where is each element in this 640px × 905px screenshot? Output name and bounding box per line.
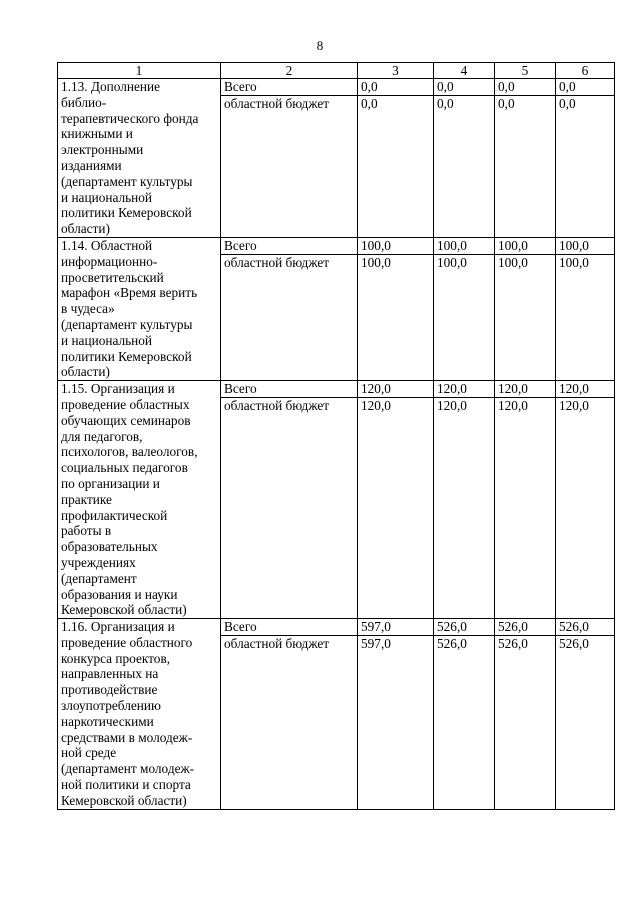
value-cell: 526,0 (495, 619, 556, 636)
column-header: 1 (58, 63, 221, 79)
value-cell: 526,0 (556, 619, 615, 636)
value-cell: 0,0 (495, 96, 556, 238)
table-row (58, 79, 615, 96)
value-cell: 597,0 (358, 636, 434, 810)
value-cell: 526,0 (434, 636, 495, 810)
funding-source: Всего (221, 79, 358, 96)
measure-description: 1.13. Дополнение библио- терапевтического фонда книжными и электронными изданиями (департамент культуры и национальной политики Кемеровской области) (58, 79, 221, 238)
funding-source: областной бюджет (221, 254, 358, 380)
budget-table (57, 62, 615, 810)
value-cell: 120,0 (358, 381, 434, 398)
value-cell: 0,0 (358, 96, 434, 238)
value-cell: 0,0 (556, 79, 615, 96)
measure-description: 1.14. Областной информационно- просветительский марафон «Время верить в чудеса» (департамент культуры и национальной политики Кемеровской области) (58, 237, 221, 380)
value-cell: 0,0 (434, 79, 495, 96)
funding-source: Всего (221, 619, 358, 636)
value-cell: 526,0 (434, 619, 495, 636)
table-row (58, 381, 615, 398)
value-cell: 100,0 (358, 254, 434, 380)
value-cell: 120,0 (358, 398, 434, 619)
value-cell: 0,0 (556, 96, 615, 238)
funding-source: Всего (221, 381, 358, 398)
value-cell: 0,0 (358, 79, 434, 96)
value-cell: 526,0 (556, 636, 615, 810)
funding-source: Всего (221, 237, 358, 254)
value-cell: 100,0 (495, 237, 556, 254)
funding-source: областной бюджет (221, 96, 358, 238)
funding-source: областной бюджет (221, 398, 358, 619)
value-cell: 0,0 (434, 96, 495, 238)
value-cell: 100,0 (556, 237, 615, 254)
table-row (58, 619, 615, 636)
value-cell: 100,0 (434, 254, 495, 380)
value-cell: 100,0 (434, 237, 495, 254)
column-header: 4 (434, 63, 495, 79)
column-header: 2 (221, 63, 358, 79)
page-number: 8 (316, 38, 324, 53)
value-cell: 100,0 (556, 254, 615, 380)
value-cell: 100,0 (495, 254, 556, 380)
table-header-row (58, 63, 615, 79)
value-cell: 120,0 (434, 381, 495, 398)
value-cell: 100,0 (358, 237, 434, 254)
column-header: 6 (556, 63, 615, 79)
funding-source: областной бюджет (221, 636, 358, 810)
measure-description: 1.15. Организация и проведение областных обучающих семинаров для педагогов, психологов, валеологов, социальных педагогов по организации и практике профилактической работы в образовательных учреждениях (департамент образования и науки Кемеровской области) (58, 381, 221, 619)
value-cell: 597,0 (358, 619, 434, 636)
measure-description: 1.16. Организация и проведение областного конкурса проектов, направленных на противодействие злоупотреблению наркотическими средствами в молодеж- ной среде (департамент молодеж- ной политики и спорта Кемеровской области) (58, 619, 221, 810)
value-cell: 120,0 (495, 398, 556, 619)
value-cell: 120,0 (556, 398, 615, 619)
value-cell: 120,0 (434, 398, 495, 619)
value-cell: 120,0 (495, 381, 556, 398)
value-cell: 526,0 (495, 636, 556, 810)
value-cell: 120,0 (556, 381, 615, 398)
column-header: 3 (358, 63, 434, 79)
column-header: 5 (495, 63, 556, 79)
table-row (58, 237, 615, 254)
value-cell: 0,0 (495, 79, 556, 96)
